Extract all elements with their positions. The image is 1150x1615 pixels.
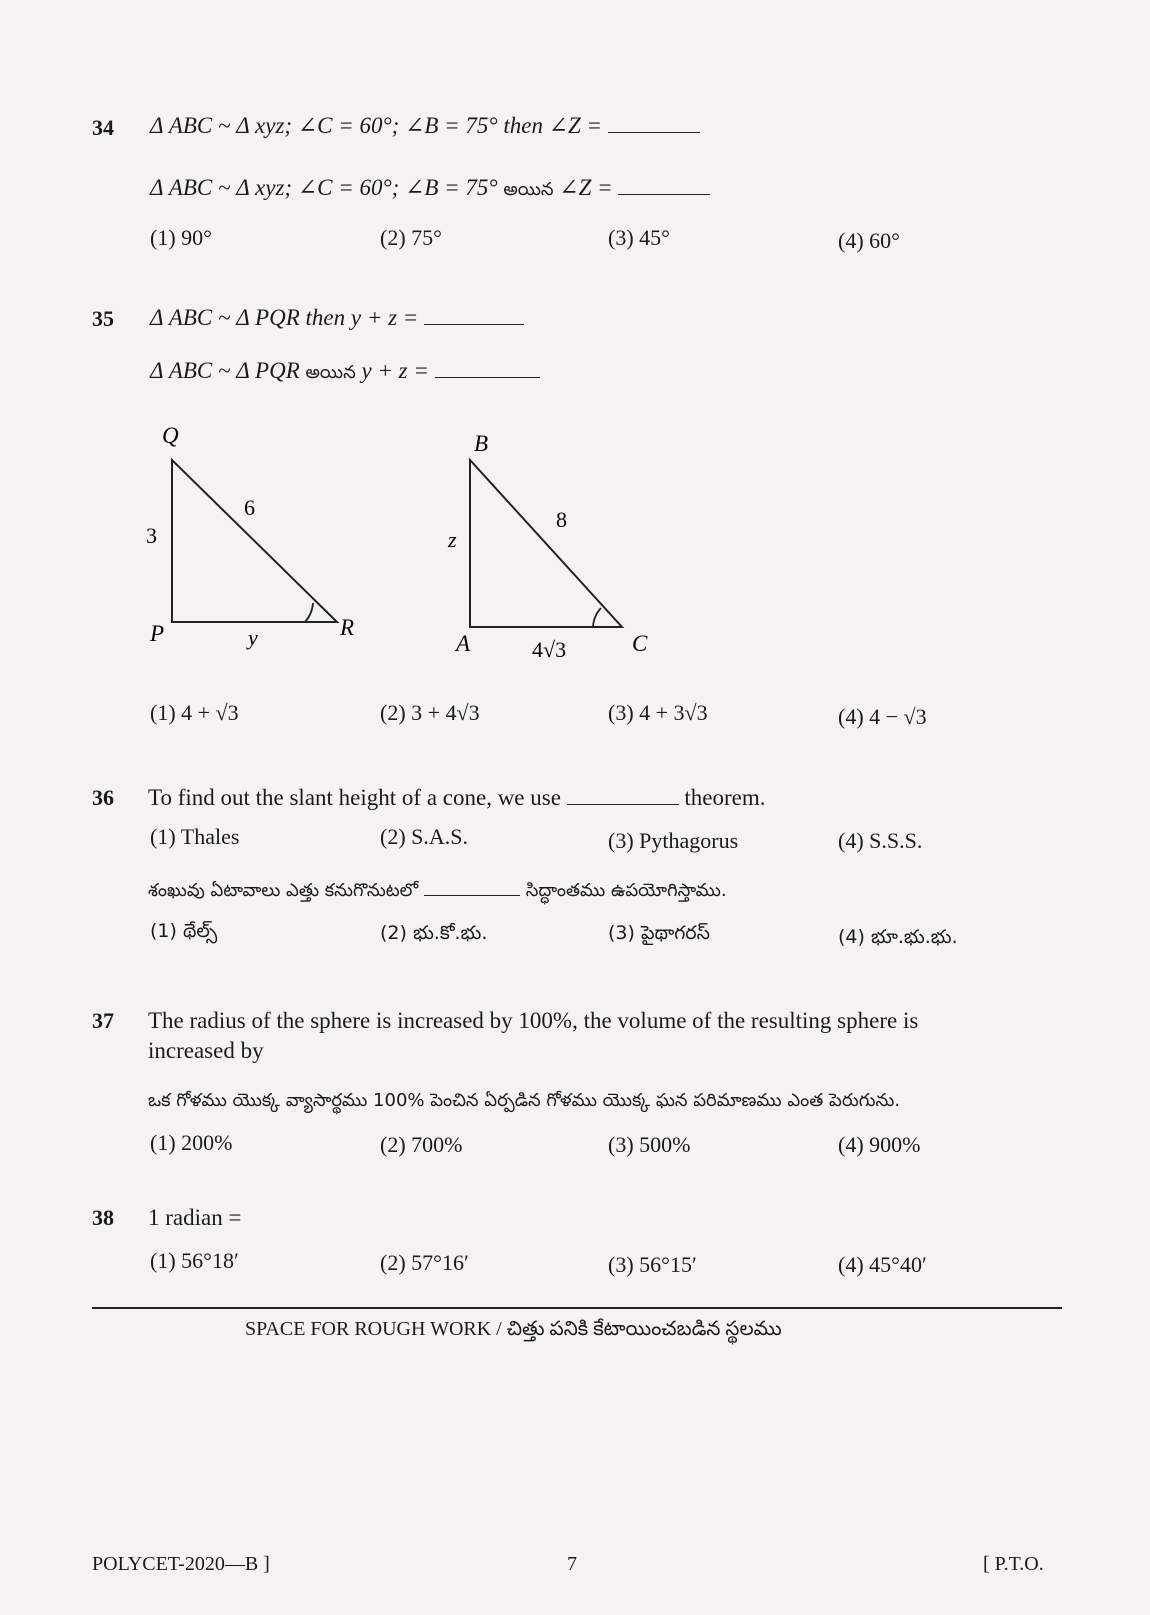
te-option-1: (1) థేల్స్	[150, 920, 218, 942]
option-1: (1) 90°	[150, 225, 212, 250]
question-number: 37	[92, 1008, 114, 1033]
label-q: Q	[162, 423, 179, 448]
option-3: (3) 4 + 3√3	[608, 700, 708, 725]
q34-text: Δ ABC ~ Δ xyz; ∠C = 60°; ∠B = 75° then ∠Z =	[150, 113, 603, 138]
q34-te-prefix: Δ ABC ~ Δ xyz; ∠C = 60°; ∠B = 75°	[150, 175, 498, 200]
label-c: C	[632, 631, 648, 656]
te-option-3: (3) పైథాగరస్	[608, 922, 710, 944]
side-pr: y	[248, 625, 258, 650]
option-2: (2) 3 + 4√3	[380, 700, 480, 725]
question-number: 36	[92, 785, 114, 810]
triangles-figure	[140, 415, 660, 675]
option-3: (3) Pythagorus	[608, 828, 739, 853]
question-text-en	[150, 305, 524, 331]
question-text-en-line1: The radius of the sphere is increased by 100%, the volume of the resulting sphere is	[148, 1008, 919, 1033]
q35-text: Δ ABC ~ Δ PQR then y + z =	[150, 305, 419, 330]
option-3: (3) 500%	[608, 1132, 691, 1157]
q34-te-word: అయిన	[503, 179, 554, 200]
question-text-en	[150, 113, 700, 139]
question-text-te	[150, 358, 540, 387]
option-2: (2) 700%	[380, 1132, 463, 1157]
q36-te-after: సిద్ధాంతము ఉపయోగిస్తాము.	[525, 880, 727, 901]
option-1: (1) 56°18′	[150, 1248, 239, 1273]
side-bc: 8	[556, 507, 567, 532]
option-1: (1) 4 + √3	[150, 700, 239, 725]
question-number: 35	[92, 306, 114, 331]
answer-blank	[567, 786, 679, 805]
te-option-2: (2) భు.కో.భు.	[380, 922, 488, 944]
option-2: (2) 57°16′	[380, 1250, 469, 1275]
label-b: B	[474, 431, 489, 456]
exam-code: POLYCET-2020—B ]	[92, 1553, 270, 1575]
label-a: A	[456, 631, 471, 656]
q35-te-prefix: Δ ABC ~ Δ PQR	[150, 358, 300, 383]
option-3: (3) 56°15′	[608, 1252, 697, 1277]
divider-rule	[92, 1307, 1062, 1309]
q36-text-before: To find out the slant height of a cone, we use	[148, 785, 561, 810]
q35-te-word: అయిన	[305, 362, 356, 383]
q36-text-after: theorem.	[684, 785, 766, 810]
option-1: (1) 200%	[150, 1130, 233, 1155]
question-number: 38	[92, 1205, 114, 1230]
q35-te-suffix: y + z =	[361, 358, 429, 383]
angle-r-mark	[305, 603, 313, 622]
side-ab: z	[448, 527, 457, 552]
option-1: (1) Thales	[150, 824, 240, 849]
q34-te-suffix: ∠Z =	[559, 175, 613, 200]
answer-blank	[608, 114, 700, 133]
page-number: 7	[567, 1553, 577, 1575]
te-option-4: (4) భూ.భు.భు.	[838, 926, 958, 948]
answer-blank	[618, 176, 710, 195]
triangle-abc	[470, 460, 622, 627]
question-text-te	[150, 175, 710, 204]
question-text-en: 1 radian =	[148, 1205, 242, 1230]
option-4: (4) S.S.S.	[838, 828, 923, 853]
answer-blank	[435, 359, 540, 378]
option-4: (4) 900%	[838, 1132, 921, 1157]
answer-blank	[424, 306, 524, 325]
side-qr: 6	[244, 495, 255, 520]
pto-label: [ P.T.O.	[983, 1553, 1044, 1575]
option-4: (4) 60°	[838, 228, 900, 253]
option-2: (2) S.A.S.	[380, 824, 469, 849]
question-text-en-line2: increased by	[148, 1038, 264, 1063]
question-text-en	[148, 785, 766, 811]
triangle-pqr	[172, 460, 337, 622]
question-text-te	[148, 876, 727, 905]
label-r: R	[340, 615, 355, 640]
option-3: (3) 45°	[608, 225, 670, 250]
side-pq: 3	[146, 523, 157, 548]
option-4: (4) 45°40′	[838, 1252, 927, 1277]
option-4: (4) 4 − √3	[838, 704, 927, 729]
side-ac: 4√3	[532, 637, 567, 662]
question-text-te: ఒక గోళము యొక్క వ్యాసార్థము 100% పెంచిన ఏర్పడిన గోళము యొక్క ఘన పరిమాణము ఎంత పెరుగును.	[148, 1090, 901, 1111]
question-number: 34	[92, 115, 114, 140]
label-p: P	[150, 621, 165, 646]
option-2: (2) 75°	[380, 225, 442, 250]
rough-work-label: SPACE FOR ROUGH WORK / చిత్తు పనికి కేటాయించబడిన స్థలము	[245, 1318, 782, 1340]
q36-te-before: శంఖువు ఏటావాలు ఎత్తు కనుగొనుటలో	[148, 880, 419, 901]
angle-c-mark	[593, 608, 601, 627]
answer-blank	[424, 877, 520, 896]
